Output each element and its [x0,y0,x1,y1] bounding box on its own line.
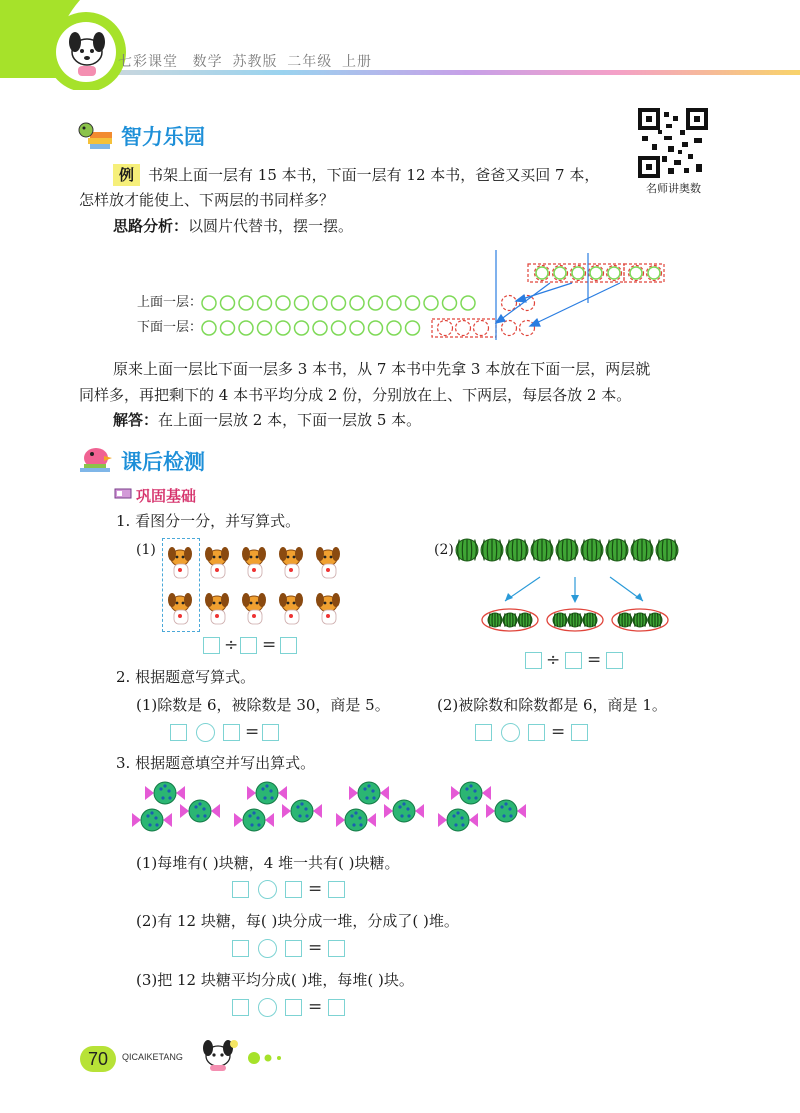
qr-code-icon [638,108,708,178]
q1-part1-label: (1) [136,542,156,558]
q3-part3: (3)把 12 块糖平均分成( )堆，每堆( )块。 [136,971,414,989]
dog-icon [242,547,266,578]
q2p1-operator-circle[interactable] [196,723,215,742]
dogs-grid [160,540,350,630]
upper-book-circle [461,296,475,310]
q1p1-div-sign: ÷ [224,635,239,655]
lower-book-circle [387,321,401,335]
watermelon-icon [648,613,662,627]
q3p3-eq-sign: = [308,997,323,1017]
header-decoration [0,0,800,90]
dog-icon [316,593,340,624]
watermelon-icon [656,539,678,561]
watermelon-icon [556,539,578,561]
q2p1-answer-box-1[interactable] [170,724,187,741]
analysis-text: 以圆片代替书，摆一摆。 [188,217,354,235]
upper-book-circle [295,296,309,310]
lower-circles [202,321,420,335]
q3p1-answer-box-2[interactable] [285,881,302,898]
q2p1-answer-box-2[interactable] [223,724,240,741]
answer-text: 在上面一层放 2 本，下面一层放 5 本。 [158,411,422,429]
candy-icon [486,800,526,822]
candy-icon [145,782,185,804]
watermelon-icon [506,539,528,561]
dog-icon [168,547,192,578]
q2p2-answer-box-1[interactable] [475,724,492,741]
upper-book-circle [406,296,420,310]
pencil-tag-icon [114,487,134,501]
footer-mascot-icon [196,1034,286,1074]
q1p1-answer-box-2[interactable] [240,637,257,654]
lower-book-circle [369,321,383,335]
watermelon-icon [618,613,632,627]
book-circle-diagram [200,245,680,345]
watermelon-icon [583,613,597,627]
bird-reading-icon [76,440,116,474]
q2p1-answer-box-3[interactable] [262,724,279,741]
lower-book-circle [295,321,309,335]
analysis-label: 思路分析： [113,217,189,235]
q1p2-eq-sign: = [587,650,602,670]
upper-book-circle [258,296,272,310]
footer-brand: QICAIKETANG [122,1052,183,1062]
upper-added-circle [502,296,517,311]
watermelon-icon [633,613,647,627]
q2p2-operator-circle[interactable] [501,723,520,742]
candy-icon [282,800,322,822]
watermelon-icon [553,613,567,627]
watermelon-icon [481,539,503,561]
page-number: 70 [80,1046,116,1072]
watermelon-icon [503,613,517,627]
q2p2-answer-box-2[interactable] [528,724,545,741]
example-line2: 怎样放才能使上、下两层的书同样多？ [79,191,335,209]
q1p1-answer-box-1[interactable] [203,637,220,654]
q3p3-operator-circle[interactable] [258,998,277,1017]
explain-line1: 原来上面一层比下面一层多 3 本书，从 7 本书中先拿 3 本放在下面一层，两层就 [113,360,651,378]
dog-icon [168,593,192,624]
answer-line [113,409,421,431]
watermelon-icon [581,539,603,561]
lower-book-circle [258,321,272,335]
q3p2-answer-box-1[interactable] [232,940,249,957]
watermelon-icon [568,613,582,627]
header-band [0,0,800,90]
answer-label: 解答： [113,411,159,429]
question1: 1. 看图分一分，并写算式。 [116,512,301,530]
q3p3-answer-box-2[interactable] [285,999,302,1016]
explain-line2: 同样多，再把剩下的 4 本书平均分成 2 份，分别放在上、下两层，每层各放 2 本。 [79,386,632,404]
upper-circles [202,296,475,310]
upper-book-circle [369,296,383,310]
section2-title: 课后检测 [121,450,205,474]
upper-book-circle [332,296,346,310]
dog-icon [242,593,266,624]
candy-icon [384,800,424,822]
candy-icon [451,782,491,804]
upper-book-circle [443,296,457,310]
watermelon-diagram [455,535,695,635]
q2-part2: (2)被除数和除数都是 6，商是 1。 [437,696,667,714]
q3p2-operator-circle[interactable] [258,939,277,958]
q3p2-answer-box-3[interactable] [328,940,345,957]
candy-icon [336,809,376,831]
watermelon-icon [518,613,532,627]
candy-icon [180,800,220,822]
watermelon-icon [488,613,502,627]
header-subject: 数学 [192,53,223,69]
q2p2-eq-sign: = [551,722,566,742]
candy-icon [132,809,172,831]
lower-book-circle [313,321,327,335]
q1p1-eq-sign: = [262,635,277,655]
q3-part1: (1)每堆有( )块糖，4 堆一共有( )块糖。 [136,854,400,872]
header-grade: 二年级 [287,53,333,69]
q2-part1: (1)除数是 6，被除数是 30，商是 5。 [136,696,390,714]
qr-caption: 名师讲奥数 [646,182,701,195]
upper-layer-label: 上面一层： [137,295,203,310]
header-title [118,51,372,71]
lower-book-circle [239,321,253,335]
lower-book-circle [202,321,216,335]
q3-part2: (2)有 12 块糖，每( )块分成一堆，分成了( )堆。 [136,912,459,930]
upper-book-circle [424,296,438,310]
q3p1-answer-box-1[interactable] [232,881,249,898]
upper-book-circle [387,296,401,310]
lower-book-circle [332,321,346,335]
q2p1-eq-sign: = [245,722,260,742]
puzzle-books-icon [76,118,116,150]
q1p1-answer-box-3[interactable] [280,637,297,654]
q3p1-eq-sign: = [308,879,323,899]
dog-icon [279,547,303,578]
watermelon-icon [606,539,628,561]
lower-book-circle [406,321,420,335]
candy-groups [130,775,550,845]
q3p2-eq-sign: = [308,938,323,958]
analysis-line [113,215,353,237]
question2: 2. 根据题意写算式。 [116,668,256,686]
example-tag: 例 [113,164,140,186]
q3p2-answer-box-2[interactable] [285,940,302,957]
header-series: 七彩课堂 [118,53,178,69]
upper-book-circle [313,296,327,310]
watermelon-icon [531,539,553,561]
watermelon-icon [631,539,653,561]
section1-title: 智力乐园 [121,125,205,149]
question3: 3. 根据题意填空并写出算式。 [116,754,316,772]
q3p1-operator-circle[interactable] [258,880,277,899]
dog-icon [205,593,229,624]
q1p2-answer-box-3[interactable] [606,652,623,669]
upper-book-circle [239,296,253,310]
q1-part2-label: (2) [434,542,454,558]
candy-icon [349,782,389,804]
q3p1-answer-box-3[interactable] [328,881,345,898]
q3p3-answer-box-3[interactable] [328,999,345,1016]
candy-icon [438,809,478,831]
upper-book-circle [221,296,235,310]
q1p2-div-sign: ÷ [546,650,561,670]
lower-added-circle [502,321,517,336]
dog-mascot-icon [60,24,114,82]
header-volume: 上册 [342,53,373,69]
q2p2-answer-box-3[interactable] [571,724,588,741]
subsection-tag: 巩固基础 [136,487,197,505]
upper-book-circle [202,296,216,310]
upper-book-circle [350,296,364,310]
q3p3-answer-box-1[interactable] [232,999,249,1016]
dog-icon [205,547,229,578]
example-line1-text: 书架上面一层有 15 本书，下面一层有 12 本书，爸爸又买回 7 本， [148,166,600,184]
lower-book-circle [221,321,235,335]
q1p2-answer-box-1[interactable] [525,652,542,669]
lower-book-circle [350,321,364,335]
header-edition: 苏教版 [232,53,278,69]
lower-layer-label: 下面一层： [137,320,203,335]
lower-added-circle [520,321,535,336]
q1p2-answer-box-2[interactable] [565,652,582,669]
dog-icon [316,547,340,578]
watermelon-icon [456,539,478,561]
example-line1 [113,164,599,186]
candy-icon [234,809,274,831]
upper-book-circle [276,296,290,310]
lower-book-circle [276,321,290,335]
candy-icon [247,782,287,804]
dog-icon [279,593,303,624]
